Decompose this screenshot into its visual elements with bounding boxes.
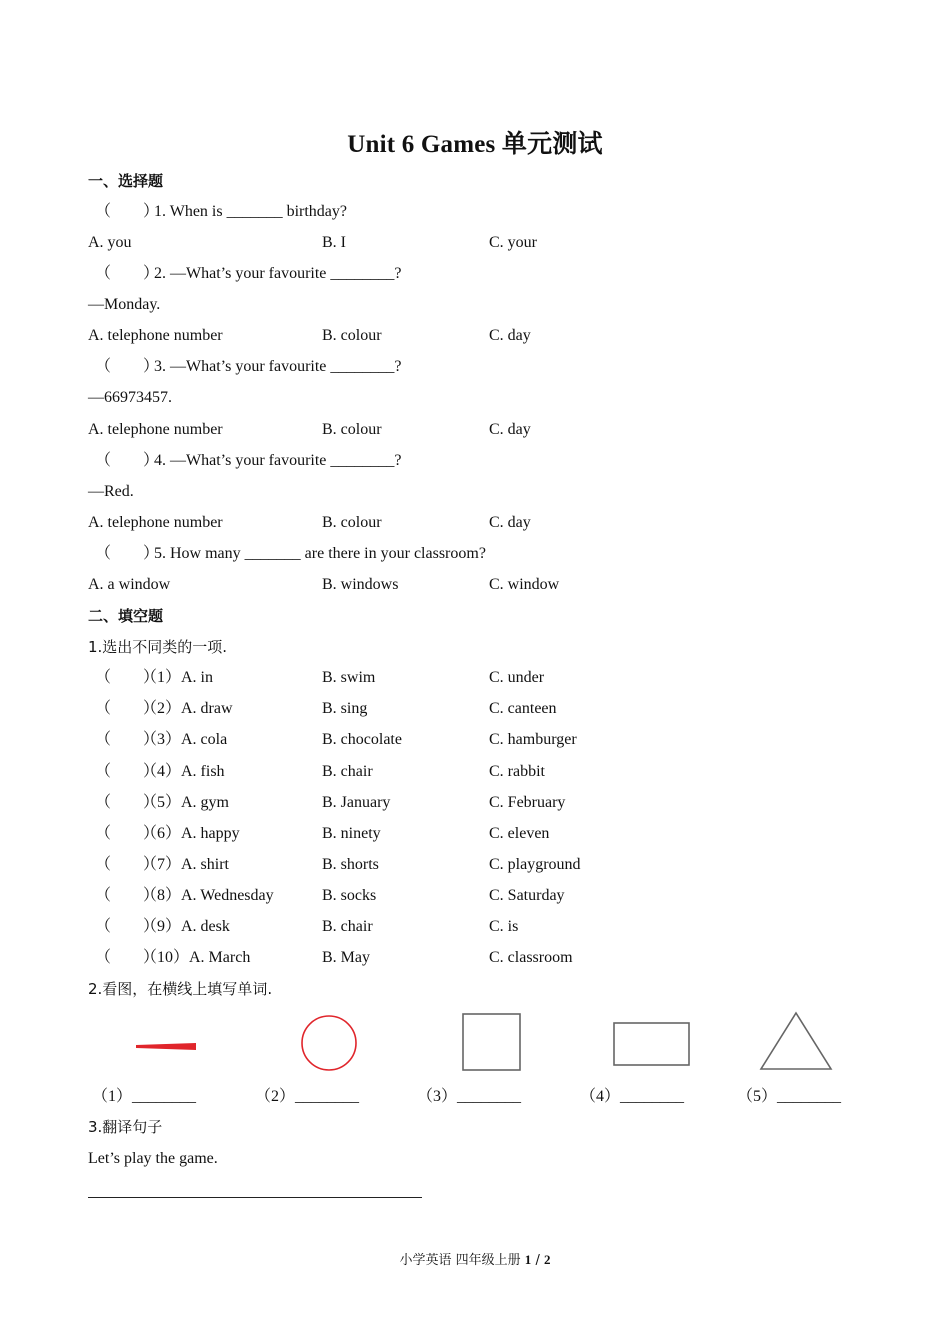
question-stem: 4. —What’s your favourite ________? (154, 452, 402, 469)
answer-paren: （ ） (95, 265, 160, 282)
option-c: C. your (489, 234, 537, 251)
option-a: （5）A. gym (141, 794, 230, 811)
page-footer (0, 1249, 950, 1268)
option-a: （8）A. Wednesday (141, 887, 274, 904)
square-shape (463, 1014, 520, 1070)
part1-instruction: 1.选出不同类的一项. (88, 638, 228, 656)
option-c: C. day (489, 514, 531, 531)
rectangle-shape (614, 1023, 689, 1065)
circle-shape-figure (298, 1012, 360, 1074)
answer-paren: （ ） (95, 545, 160, 562)
question-stem: 2. —What’s your favourite ________? (154, 265, 402, 282)
question-stem: 3. —What’s your favourite ________? (154, 358, 402, 375)
option-a: （3）A. cola (141, 731, 228, 748)
option-c: C. February (489, 794, 566, 811)
option-c: C. day (489, 421, 531, 438)
option-a: （7）A. shirt (141, 856, 230, 873)
option-b: B. windows (322, 576, 399, 593)
line-shape-figure (134, 1040, 198, 1054)
option-c: C. Saturday (489, 887, 565, 904)
option-b: B. chair (322, 763, 373, 780)
answer-paren: （ ） (95, 887, 160, 904)
option-a: （9）A. desk (141, 918, 230, 935)
option-b: B. socks (322, 887, 377, 904)
option-b: B. colour (322, 514, 382, 531)
answer-paren: （ ） (95, 856, 160, 873)
part3-instruction: 3.翻译句子 (88, 1118, 163, 1136)
answer-paren: （ ） (95, 949, 160, 966)
option-c: C. hamburger (489, 731, 577, 748)
option-c: C. window (489, 576, 560, 593)
translate-sentence: Let’s play the game. (88, 1150, 218, 1167)
option-b: B. I (322, 234, 346, 251)
option-a: （10）A. March (141, 949, 251, 966)
option-c: C. rabbit (489, 763, 545, 780)
option-b: B. chocolate (322, 731, 402, 748)
answer-paren: （ ） (95, 763, 160, 780)
option-c: C. under (489, 669, 545, 686)
section-heading-multiple-choice: 一、选择题 (88, 172, 164, 190)
option-a: A. a window (88, 576, 171, 593)
option-b: B. swim (322, 669, 376, 686)
answer-line (88, 1197, 422, 1198)
option-b: B. colour (322, 421, 382, 438)
red-circle-shape (302, 1016, 356, 1070)
answer-paren: （ ） (95, 452, 160, 469)
option-a: A. telephone number (88, 327, 223, 344)
question-reply: —66973457. (88, 389, 172, 406)
answer-paren: （ ） (95, 700, 160, 717)
caption-5: （5）________ (737, 1088, 842, 1105)
option-a: （6）A. happy (141, 825, 240, 842)
option-c: C. classroom (489, 949, 573, 966)
answer-paren: （ ） (95, 918, 160, 935)
page-title: Unit 6 Games 单元测试 (347, 131, 603, 158)
section-heading-fill-in: 二、填空题 (88, 607, 164, 625)
option-c: C. eleven (489, 825, 550, 842)
caption-2: （2）________ (255, 1088, 360, 1105)
answer-paren: （ ） (95, 825, 160, 842)
caption-1: （1）________ (92, 1088, 197, 1105)
option-a: A. telephone number (88, 514, 223, 531)
option-a: （2）A. draw (141, 700, 233, 717)
caption-3: （3）________ (417, 1088, 522, 1105)
caption-4: （4）________ (580, 1088, 685, 1105)
answer-paren: （ ） (95, 358, 160, 375)
option-b: B. chair (322, 918, 373, 935)
red-line-shape (136, 1043, 196, 1050)
option-a: （4）A. fish (141, 763, 225, 780)
square-shape-figure (460, 1012, 524, 1074)
question-reply: —Monday. (88, 296, 161, 313)
question-stem: 1. When is _______ birthday? (154, 203, 348, 220)
option-b: B. colour (322, 327, 382, 344)
page-separator: / (535, 1253, 540, 1268)
answer-paren: （ ） (95, 203, 160, 220)
option-a: A. telephone number (88, 421, 223, 438)
footer-label: 小学英语 四年级上册 (399, 1253, 521, 1268)
option-b: B. shorts (322, 856, 379, 873)
question-stem: 5. How many _______ are there in your classroom? (154, 545, 486, 562)
question-reply: —Red. (88, 483, 134, 500)
answer-paren: （ ） (95, 794, 160, 811)
triangle-shape (761, 1013, 831, 1069)
option-c: C. canteen (489, 700, 557, 717)
option-b: B. January (322, 794, 391, 811)
triangle-shape-figure (757, 1009, 835, 1073)
option-c: C. day (489, 327, 531, 344)
option-b: B. May (322, 949, 370, 966)
option-b: B. ninety (322, 825, 381, 842)
answer-paren: （ ） (95, 669, 160, 686)
option-b: B. sing (322, 700, 368, 717)
option-c: C. playground (489, 856, 581, 873)
option-a: A. you (88, 234, 132, 251)
rectangle-shape-figure (611, 1020, 693, 1068)
option-c: C. is (489, 918, 519, 935)
page-total: 2 (543, 1252, 551, 1267)
option-a: （1）A. in (141, 669, 214, 686)
answer-paren: （ ） (95, 731, 160, 748)
page-number: 1 (524, 1252, 532, 1267)
part2-instruction: 2.看图，在横线上填写单词. (88, 980, 273, 998)
